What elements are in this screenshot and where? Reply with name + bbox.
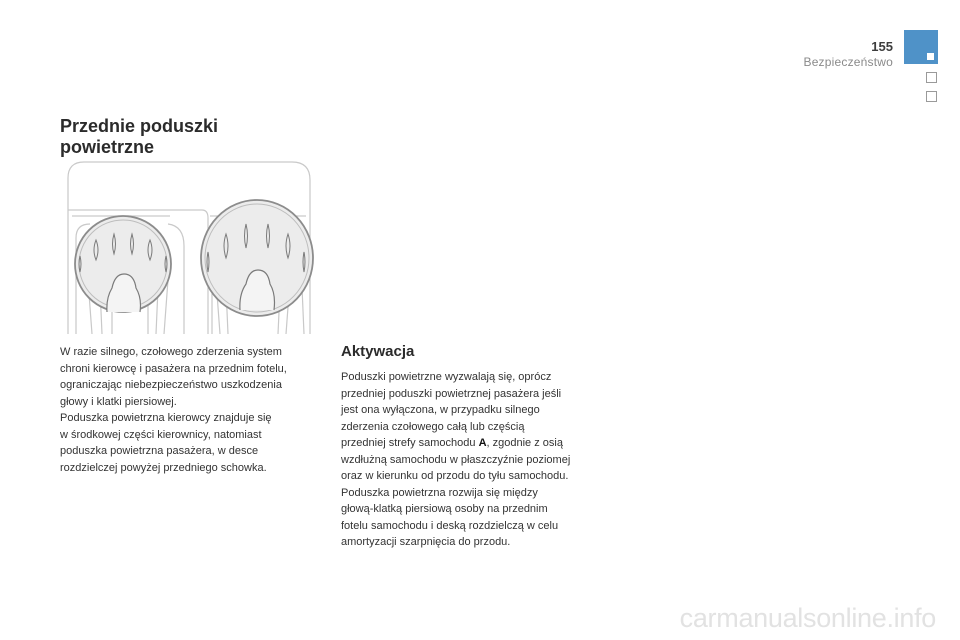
text-line: Poduszka powietrzna rozwija się między (341, 486, 538, 499)
text-line: chroni kierowcę i pasażera na przednim fotelu, (60, 362, 287, 375)
text-line: Poduszka powietrzna kierowcy znajduje się (60, 412, 272, 424)
zone-label: A (478, 437, 487, 449)
page-title (60, 116, 280, 158)
text-line: W razie silnego, czołowego zderzenia system (60, 346, 282, 358)
text-line (341, 435, 611, 452)
text-line: Poduszki powietrzne wyzwalają się, oprócz (341, 371, 552, 383)
text-line: oraz w kierunku od przodu do tyłu samochodu. (341, 470, 569, 482)
activation-heading: Aktywacja (341, 343, 415, 360)
text-line: poduszka powietrzna pasażera, w desce (60, 445, 259, 457)
title-line-1: Przednie poduszki (60, 116, 219, 136)
activation-paragraph (341, 369, 611, 551)
title-line-2: powietrzne (60, 137, 155, 157)
text-line: wzdłużną samochodu w płaszczyźnie poziomej (341, 453, 571, 466)
text-fragment: przedniej strefy samochodu (341, 437, 479, 449)
text-fragment: , zgodnie z osią (486, 437, 563, 449)
section-label: Bezpieczeństwo (803, 55, 893, 69)
text-line: w środkowej części kierownicy, natomiast (60, 428, 262, 441)
text-line: jest ona wyłączona, w przypadku silnego (341, 404, 540, 416)
text-line: głowy i klatki piersiowej. (60, 395, 177, 408)
intro-paragraph (60, 344, 322, 476)
chapter-tab-active (904, 30, 938, 64)
text-line: fotelu samochodu i deską rozdzielczą w celu (341, 519, 559, 532)
text-line: amortyzacji szarpnięcia do przodu. (341, 536, 511, 548)
chapter-tab-box (926, 91, 937, 102)
chapter-tab-box (926, 72, 937, 83)
text-line: zderzenia czołowego całą lub częścią (341, 420, 525, 433)
airbag-illustration (60, 160, 316, 334)
page-number: 155 (871, 39, 893, 54)
watermark: carmanualsonline.info (679, 603, 936, 633)
text-line: ograniczając niebezpieczeństwo uszkodzenia (60, 379, 282, 391)
text-line: przedniej poduszki powietrznej pasażera jeśli (341, 387, 562, 400)
text-line: rozdzielczej powyżej przedniego schowka. (60, 461, 267, 474)
text-line: głową-klatką piersiową osoby na przednim (341, 503, 548, 515)
